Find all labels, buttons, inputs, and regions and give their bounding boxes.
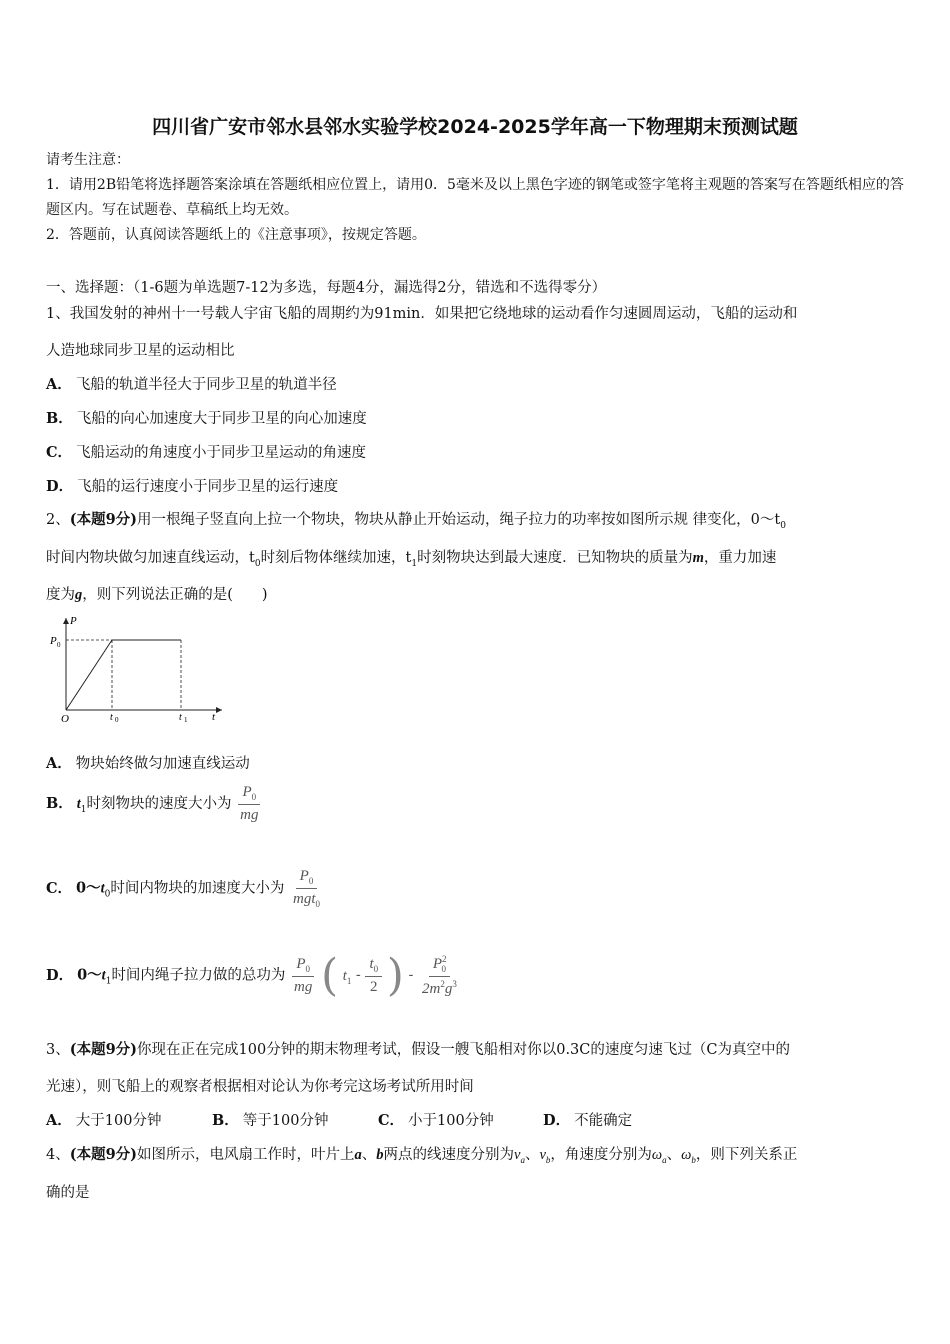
option-text: 等于100分钟	[242, 1113, 329, 1129]
text: 0～	[77, 966, 102, 984]
q2-stem-line2	[46, 546, 776, 569]
text: 时刻物块达到最大速度．已知物块的质量为	[417, 550, 693, 566]
var-t: t	[101, 967, 106, 984]
x-tick-t0-sub: 0	[115, 716, 119, 724]
q3-option-a[interactable]	[46, 1109, 161, 1130]
q2-number: 2、	[46, 512, 70, 528]
q2-stem-line1	[46, 508, 786, 531]
q2-option-b[interactable]	[46, 784, 262, 824]
text: ，则下列关系正	[695, 1147, 798, 1163]
text: 时刻后物体继续加速，t	[260, 550, 412, 566]
option-text: 时间内物块的加速度大小为	[110, 880, 285, 897]
right-paren: )	[386, 950, 404, 1001]
notice-item-1: 1．请用2B铅笔将选择题答案涂填在答题纸相应位置上，请用0．5毫米及以上黑色字迹的钢笔或签字笔将主观题的答案写在答题纸相应的答题区内。写在试题卷、草稿纸上均无效。	[46, 177, 904, 218]
q3-option-d[interactable]	[543, 1109, 632, 1130]
term-t1	[343, 968, 352, 984]
y-tick-p0: P	[50, 635, 57, 647]
sub: 1	[411, 558, 418, 569]
q1-option-c[interactable]	[46, 441, 366, 462]
sub: 1	[80, 804, 87, 815]
option-text: 小于100分钟	[408, 1113, 494, 1129]
x-axis-arrow	[216, 707, 222, 713]
option-key: D．	[46, 966, 74, 984]
var-omega: ω	[681, 1147, 692, 1163]
num: P	[296, 955, 306, 972]
text: ，角速度分别为	[550, 1147, 652, 1163]
sub: 0	[104, 889, 111, 900]
option-key: D．	[543, 1112, 571, 1129]
q1-stem-line2: 人造地球同步卫星的运动相比	[46, 343, 235, 359]
text: 度为	[46, 587, 75, 603]
x-tick-t0: t	[110, 712, 113, 723]
origin-label: O	[61, 713, 69, 724]
notice-heading: 请考生注意：	[46, 152, 130, 168]
option-text: 飞船的向心加速度大于同步卫星的向心加速度	[76, 411, 367, 427]
text: 0～	[76, 879, 101, 897]
q3-option-c[interactable]	[378, 1109, 494, 1130]
q4-stem-line2: 确的是	[46, 1185, 90, 1201]
option-text: 飞船的运行速度小于同步卫星的运行速度	[77, 479, 339, 495]
option-key: B．	[46, 795, 73, 812]
q2-score: (本题9分)	[69, 511, 138, 528]
sub: 0	[315, 899, 321, 909]
x-tick-t1-sub: 1	[184, 716, 188, 724]
var-omega: ω	[651, 1147, 663, 1163]
sub: a	[662, 1154, 667, 1165]
q2-option-a[interactable]	[46, 752, 250, 773]
text: ，则下列说法正确的是( )	[82, 587, 268, 603]
x-tick-t1: t	[179, 712, 182, 723]
var-m: m	[692, 550, 704, 566]
num: P	[299, 868, 309, 884]
q4-score: (本题9分)	[69, 1146, 138, 1163]
sub: b	[691, 1154, 696, 1165]
option-key: D．	[46, 478, 74, 495]
option-text: 物块始终做匀加速直线运动	[75, 756, 250, 772]
power-time-graph	[44, 612, 234, 724]
sub: 0	[441, 963, 447, 974]
y-axis-label: P	[70, 615, 77, 627]
separator: 、	[524, 1147, 540, 1163]
var-t: t	[100, 880, 105, 897]
den: 2	[370, 978, 378, 995]
sub: 0	[373, 963, 379, 974]
fraction-p0-over-mg	[290, 956, 316, 996]
option-key: C．	[378, 1112, 405, 1129]
q1-option-d[interactable]	[46, 475, 338, 496]
num: P	[432, 955, 443, 972]
q1-option-b[interactable]	[46, 407, 367, 428]
q1-stem-line1: 1、我国发射的神州十一号载人宇宙飞船的周期约为91min．如果把它绕地球的运动看作匀速圆周运动，飞船的运动和	[46, 306, 798, 322]
left-paren: (	[321, 950, 339, 1001]
q2-stem-text: 用一根绳子竖直向上拉一个物块，物块从静止开始运动，绳子拉力的功率按如图所示规 律变化，0～t	[137, 512, 781, 528]
q2-option-d[interactable]	[46, 950, 461, 1001]
minus-sign: -	[408, 967, 414, 984]
option-key: C．	[46, 879, 73, 897]
var-t: t	[76, 796, 81, 812]
den: mg	[240, 807, 259, 823]
var-a: a	[354, 1147, 362, 1163]
option-key: A．	[46, 1112, 72, 1129]
q3-option-b[interactable]	[212, 1109, 328, 1130]
q3-score: (本题9分)	[69, 1041, 138, 1058]
option-text: 飞船的轨道半径大于同步卫星的轨道半径	[75, 377, 337, 393]
var-g: g	[75, 587, 83, 603]
num: P	[242, 784, 252, 800]
option-text: 飞船运动的角速度小于同步卫星运动的角速度	[76, 445, 367, 461]
sub: 1	[346, 975, 352, 986]
option-key: B．	[212, 1112, 239, 1129]
den: mg	[294, 978, 313, 995]
option-text: 时刻物块的速度大小为	[86, 796, 232, 812]
q2-stem-line3	[46, 583, 268, 604]
option-key: A．	[46, 376, 72, 393]
notice-block	[46, 148, 906, 248]
text: ，重力加速	[703, 550, 777, 566]
sub: a	[520, 1154, 525, 1165]
var-b: b	[376, 1147, 384, 1163]
sub: 0	[308, 876, 314, 886]
sub: 0	[305, 963, 311, 974]
separator: 、	[666, 1147, 682, 1163]
q3-stem-text: 你现在正在完成100分钟的期末物理考试，假设一艘飞船相对你以0.3C的速度匀速飞过（C为真空中的	[137, 1042, 790, 1058]
notice-item-2: 2．答题前，认真阅读答题纸上的《注意事项》，按规定答题。	[46, 227, 426, 243]
fraction-p0sq-over-2m2g3	[418, 954, 461, 998]
option-text: 时间内绳子拉力做的总功为	[111, 967, 286, 984]
q1-option-a[interactable]	[46, 373, 337, 394]
option-key: B．	[46, 410, 73, 427]
var-v: v	[514, 1147, 521, 1163]
q3-stem-line1	[46, 1038, 790, 1059]
y-tick-p0-sub: 0	[57, 641, 61, 649]
den: 2m	[422, 980, 441, 997]
option-key: C．	[46, 444, 73, 461]
fraction-t0-over-2	[365, 956, 382, 996]
power-ramp-line	[66, 640, 112, 710]
option-text: 不能确定	[574, 1113, 633, 1129]
den: g	[444, 980, 453, 997]
text: 如图所示，电风扇工作时，叶片上	[137, 1147, 355, 1163]
q2-sub: 0	[780, 520, 786, 531]
num: t	[369, 955, 374, 972]
sub: 1	[105, 976, 112, 987]
q4-number: 4、	[46, 1147, 70, 1163]
y-axis-arrow	[63, 618, 69, 624]
fraction-p0-over-mgt0	[289, 868, 324, 909]
sup: 2	[442, 953, 447, 964]
option-key: A．	[46, 755, 72, 772]
page-title: 四川省广安市邻水县邻水实验学校2024-2025学年高一下物理期末预测试题	[152, 116, 798, 138]
sub: 0	[254, 558, 261, 569]
minus-sign: -	[355, 967, 361, 984]
fraction-p0-over-mg	[236, 784, 262, 824]
option-text: 大于100分钟	[75, 1113, 162, 1129]
sup: 3	[452, 978, 457, 989]
text: 时间内物块做匀加速直线运动，t	[46, 550, 255, 566]
sub: 0	[251, 792, 257, 802]
den: mgt	[293, 891, 316, 907]
section-heading: 一、选择题：（1-6题为单选题7-12为多选，每题4分，漏选得2分，错选和不选得零分）	[46, 280, 607, 296]
q2-option-c[interactable]	[46, 868, 324, 909]
var-v: v	[539, 1147, 546, 1163]
q3-number: 3、	[46, 1042, 70, 1058]
sup: 2	[440, 978, 445, 989]
q4-stem-line1	[46, 1143, 797, 1165]
q3-stem-line2: 光速），则飞船上的观察者根据相对论认为你考完这场考试所用时间	[46, 1079, 474, 1095]
separator: 、	[361, 1147, 377, 1163]
sub: b	[545, 1154, 551, 1165]
var: t	[342, 967, 347, 984]
text: 两点的线速度分别为	[383, 1147, 515, 1163]
x-axis-label: t	[212, 711, 216, 723]
